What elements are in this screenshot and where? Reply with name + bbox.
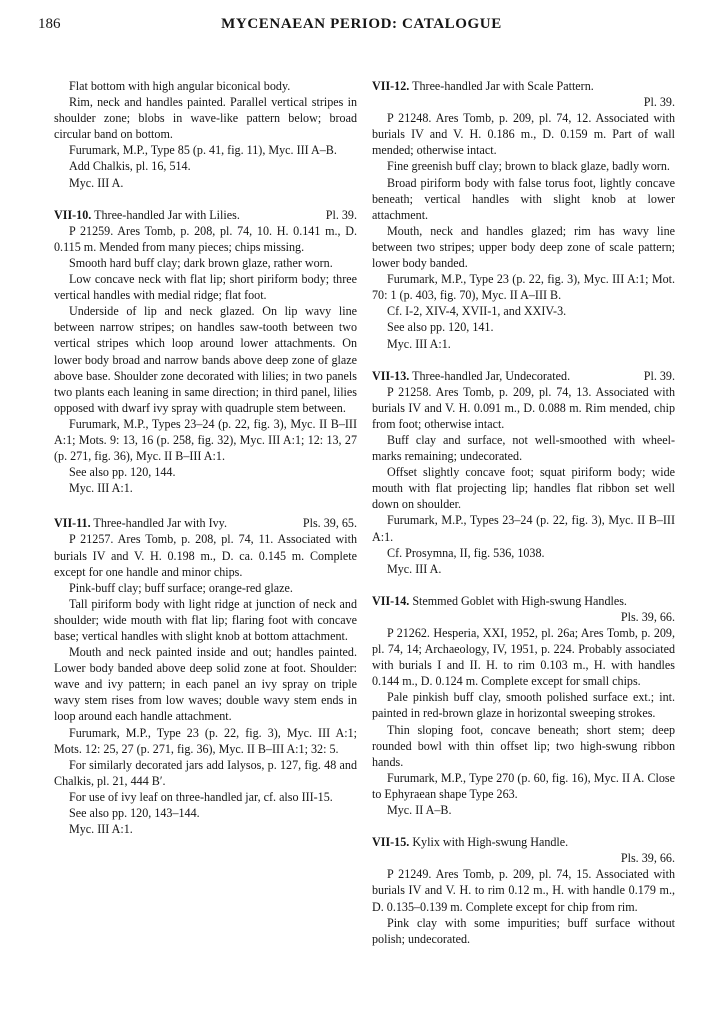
body-paragraph: Myc. III A:1. — [387, 336, 451, 351]
entry-title: Kylix with High-swung Handle. — [409, 835, 569, 850]
body-paragraph: Myc. III A. — [69, 175, 124, 190]
body-paragraph: See also pp. 120, 144. — [69, 465, 176, 480]
entry-spacer — [54, 191, 357, 207]
body-paragraph: Furumark, M.P., Type 270 (p. 60, fig. 16), Myc. II A. Close to Ephyraean shape Type 263. — [372, 770, 675, 801]
entry-number: VII-11. — [54, 516, 91, 531]
body-paragraph: See also pp. 120, 141. — [387, 320, 494, 335]
body-paragraph: Tall piriform body with light ridge at junction of neck and shoulder; wide mouth with flat lip; flaring foot with concave base; vertical handles with slight knob at bottom attachment. — [54, 596, 357, 643]
entry-title: Three-handled Jar with Scale Pattern. — [409, 79, 594, 93]
plate-reference: Pls. 39, 65. — [302, 516, 357, 531]
body-paragraph: Thin sloping foot, concave beneath; short stem; deep rounded bowl with thin offset lip; two high-swung ribbon hands. — [372, 722, 675, 769]
entry-number: VII-15. — [372, 835, 410, 850]
entry-number: VII-13. — [372, 368, 410, 383]
entry-heading-text — [372, 593, 627, 609]
entry-spacer — [54, 496, 357, 515]
body-paragraph: Cf. Prosymna, II, fig. 536, 1038. — [387, 545, 545, 560]
plate-reference: Pls. 39, 66. — [620, 609, 675, 624]
entry-heading-text — [372, 368, 570, 384]
page-header — [38, 16, 685, 36]
body-paragraph: Myc. III A:1. — [69, 481, 133, 496]
body-paragraph: Mouth, neck and handles glazed; rim has wavy line between two stripes; upper body deep zone of scale pattern; lower body banded. — [372, 223, 675, 271]
running-title: MYCENAEAN PERIOD: CATALOGUE — [221, 16, 502, 32]
body-paragraph: Furumark, M.P., Types 23–24 (p. 22, fig. 3), Myc. II B–III A:1. — [372, 513, 675, 544]
body-paragraph: Mouth and neck painted inside and out; handles painted. Lower body banded above deep solid zone at foot. Shoulder: wave and ivy pattern; in each panel an ivy spray on triple wavy stem rises from low waves; double wavy stem ends in loop around each handle attachment. — [54, 645, 357, 724]
body-paragraph: See also pp. 120, 143–144. — [69, 806, 200, 821]
body-paragraph: P 21257. Ares Tomb, p. 208, pl. 74, 11. Associated with burials IV and V. H. 0.198 m., D. ca. 0.145 m. Complete except for one handle and minor chips. — [54, 532, 357, 579]
entry-heading-text — [372, 834, 568, 850]
entry-heading-text — [54, 207, 240, 223]
body-paragraph: For use of ivy leaf on three-handled jar, cf. also III-15. — [69, 789, 333, 804]
body-paragraph: P 21262. Hesperia, XXI, 1952, pl. 26a; Ares Tomb, p. 209, pl. 74, 14; Archaeology, IV, 1951, p. 224. Probably associated with burials I and II. H. to rim 0.103 m., H. with handles 0.144 m., D. 0.124 m. Complete except for small chips. — [372, 626, 675, 689]
body-paragraph: Broad piriform body with false torus foot, lightly concave beneath; vertical handles with slight knob at lower attachment. — [372, 175, 675, 222]
body-paragraph: Offset slightly concave foot; squat piriform body; wide mouth with flat projecting lip; handles flat ribbon set well down on shoulder. — [372, 465, 675, 512]
entry-heading — [372, 78, 675, 94]
body-paragraph: Low concave neck with flat lip; short piriform body; three vertical handles with medial ridge; flat foot. — [54, 272, 357, 303]
plate-reference: Pl. 39. — [325, 207, 357, 222]
entry-number: VII-14. — [372, 593, 410, 608]
entry-title: Three-handled Jar with Lilies. — [91, 207, 240, 222]
entry-heading-text — [54, 515, 227, 531]
body-paragraph: Fine greenish buff clay; brown to black glaze, badly worn. — [387, 159, 670, 174]
body-paragraph: Furumark, M.P., Type 23 (p. 22, fig. 3), Myc. III A:1; Mots. 12: 25, 27 (p. 271, fig. 36), Myc. II B–III A:1; 32: 5. — [54, 725, 357, 756]
entry-title: Three-handled Jar, Undecorated. — [409, 368, 571, 383]
body-paragraph: P 21249. Ares Tomb, p. 209, pl. 74, 15. Associated with burials IV and V. H. to rim 0.12 m., H. with handle 0.179 m., D. 0.135–0.139 m. Complete except for chip from rim. — [372, 867, 675, 914]
entry-number: VII-10. — [54, 207, 92, 222]
entry-number: VII-12. — [372, 79, 410, 93]
entry-title: Three-handled Jar with Ivy. — [90, 516, 227, 531]
body-paragraph: Smooth hard buff clay; dark brown glaze, rather worn. — [69, 255, 333, 270]
left-column — [54, 78, 357, 837]
entry-title: Stemmed Goblet with High-swung Handles. — [409, 593, 627, 608]
body-paragraph: For similarly decorated jars add Ialysos, p. 127, fig. 48 and Chalkis, pl. 21, 444 B′. — [54, 757, 357, 788]
body-paragraph: Flat bottom with high angular biconical body. — [69, 79, 291, 93]
body-paragraph: Myc. III A. — [387, 561, 442, 576]
body-paragraph: Underside of lip and neck glazed. On lip wavy line between narrow stripes; on handles saw-tooth between two vertical stripes which loop around lower attachments. On lower body broad and narrow bands above deep zone of glaze above base. Shoulder zone decorated with lilies; in two panels two plants each leaning in same direction; in third panel, lilies opposed with dwarf ivy spray with quadruple stem between. — [54, 304, 357, 415]
entry-heading — [54, 515, 357, 531]
body-paragraph: Furumark, M.P., Type 23 (p. 22, fig. 3), Myc. III A:1; Mot. 70: 1 (p. 403, fig. 70), Myc. II A–III B. — [372, 272, 675, 303]
plate-reference: Pl. 39. — [643, 368, 675, 383]
plate-reference: Pl. 39. — [643, 95, 675, 110]
entry-spacer — [372, 818, 675, 834]
body-paragraph: Rim, neck and handles painted. Parallel vertical stripes in shoulder zone; blobs in wave-like pattern below; broad circular band on bottom. — [54, 95, 357, 142]
body-paragraph: Pink clay with some impurities; buff surface without polish; undecorated. — [372, 915, 675, 946]
entry-heading-text — [372, 78, 594, 94]
entry-heading — [372, 593, 675, 609]
entry-heading — [372, 368, 675, 384]
page-number: 186 — [38, 16, 61, 32]
body-paragraph: P 21248. Ares Tomb, p. 209, pl. 74, 12. Associated with burials IV and V. H. 0.186 m., D. 0.159 m. Part of wall mended; otherwise intact. — [372, 111, 675, 158]
body-paragraph: P 21259. Ares Tomb, p. 208, pl. 74, 10. H. 0.141 m., D. 0.115 m. Mended from many pieces; chips missing. — [54, 223, 357, 254]
body-paragraph: Myc. II A–B. — [387, 803, 452, 818]
right-column — [372, 78, 675, 947]
entry-heading — [372, 834, 675, 850]
entry-heading — [54, 207, 357, 223]
body-paragraph: Add Chalkis, pl. 16, 514. — [69, 159, 191, 174]
body-paragraph: Cf. I-2, XIV-4, XVII-1, and XXIV-3. — [387, 304, 567, 319]
body-paragraph: Furumark, M.P., Types 23–24 (p. 22, fig. 3), Myc. II B–III A:1; Mots. 9: 13, 16 (p. 258, fig. 32), Myc. III A:1; 12: 13, 27 (p. 271, fig. 36), Myc. II B–III A:1. — [54, 416, 357, 464]
body-paragraph: Pale pinkish buff clay, smooth polished surface ext.; int. painted in red-brown glaze in horizontal sweeping strokes. — [372, 690, 675, 721]
entry-spacer — [372, 577, 675, 593]
body-paragraph: Myc. III A:1. — [69, 822, 133, 837]
body-paragraph: Pink-buff clay; buff surface; orange-red glaze. — [69, 580, 293, 595]
entry-spacer — [372, 352, 675, 368]
plate-reference: Pls. 39, 66. — [620, 851, 675, 866]
body-paragraph: P 21258. Ares Tomb, p. 209, pl. 74, 13. Associated with burials IV and V. H. 0.091 m., D. 0.088 m. Rim mended, chip from foot; otherwise intact. — [372, 384, 675, 431]
body-paragraph: Buff clay and surface, not well-smoothed with wheel-marks remaining; undecorated. — [372, 432, 675, 464]
body-paragraph: Furumark, M.P., Type 85 (p. 41, fig. 11), Myc. III A–B. — [69, 143, 337, 158]
